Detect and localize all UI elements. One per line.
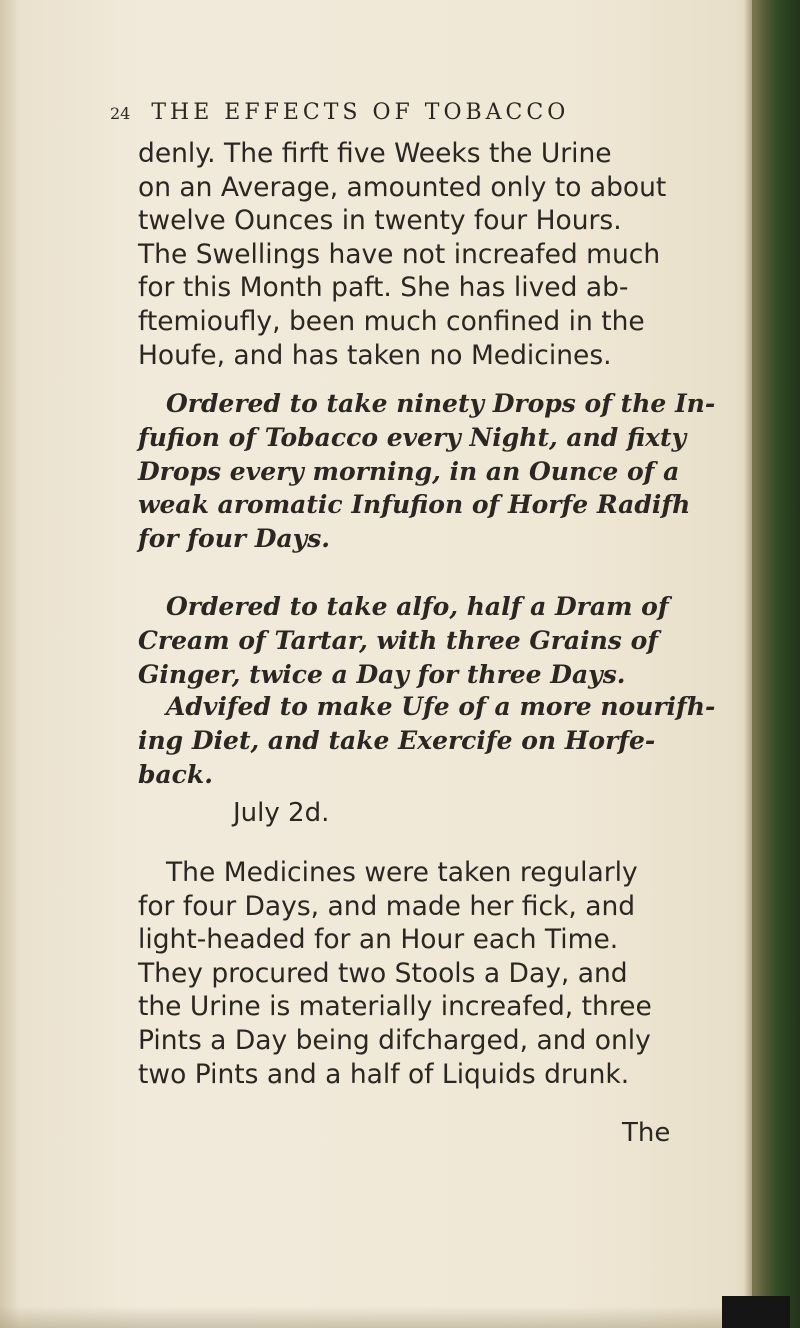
page-number: 24 [110, 104, 131, 123]
running-title: THE EFFECTS OF TOBACCO [151, 100, 570, 125]
text-line: on an Average, amounted only to about [138, 171, 667, 203]
text-line: two Pints and a half of Liquids drunk. [138, 1058, 630, 1090]
page-edge-cover [752, 0, 800, 1328]
paragraph-3 [138, 590, 698, 691]
date-heading: July 2d. [233, 798, 330, 828]
text-line: weak aromatic Infufion of Horfe Radifh [138, 490, 691, 520]
text-line: the Urine is materially increafed, three [138, 991, 652, 1023]
text-line: Houfe, and has taken no Medicines. [138, 339, 612, 371]
text-line: for four Days, and made her fick, and [138, 890, 636, 922]
text-line: Ordered to take alfo, half a Dram of [166, 592, 669, 621]
running-header [110, 100, 670, 125]
text-line: Ordered to take ninety Drops of the In- [166, 389, 716, 418]
text-line: denly. The firft five Weeks the Urine [138, 138, 612, 169]
spine-shadow [0, 0, 20, 1328]
text-line: ftemioufly, been much confined in the [138, 305, 645, 337]
paragraph-4 [138, 690, 716, 791]
text-line: for this Month paft. She has lived ab- [138, 272, 629, 304]
text-line: back. [138, 759, 213, 789]
text-line: The Swellings have not increafed much [138, 238, 661, 270]
paragraph-5 [138, 856, 698, 1091]
catchword: The [622, 1118, 671, 1148]
text-line: Drops every morning, in an Ounce of a [138, 456, 680, 486]
corner-block [722, 1296, 790, 1328]
text-line: ing Diet, and take Exercife on Horfe- [138, 725, 656, 755]
text-line: The Medicines were taken regularly [166, 857, 638, 888]
text-line: Ginger, twice a Day for three Days. [138, 659, 626, 689]
text-line: Advifed to make Ufe of a more nourifh- [166, 692, 716, 721]
text-line: fufion of Tobacco every Night, and fixty [138, 422, 687, 452]
page-bottom-edge [0, 1306, 760, 1328]
text-line: Pints a Day being difcharged, and only [138, 1024, 651, 1056]
text-line: Cream of Tartar, with three Grains of [138, 625, 659, 655]
text-line: They procured two Stools a Day, and [138, 957, 628, 989]
text-line: for four Days. [138, 524, 330, 554]
paragraph-2 [138, 387, 716, 556]
text-line: light-headed for an Hour each Time. [138, 924, 619, 956]
text-line: twelve Ounces in twenty four Hours. [138, 205, 622, 237]
paragraph-1 [138, 137, 698, 372]
